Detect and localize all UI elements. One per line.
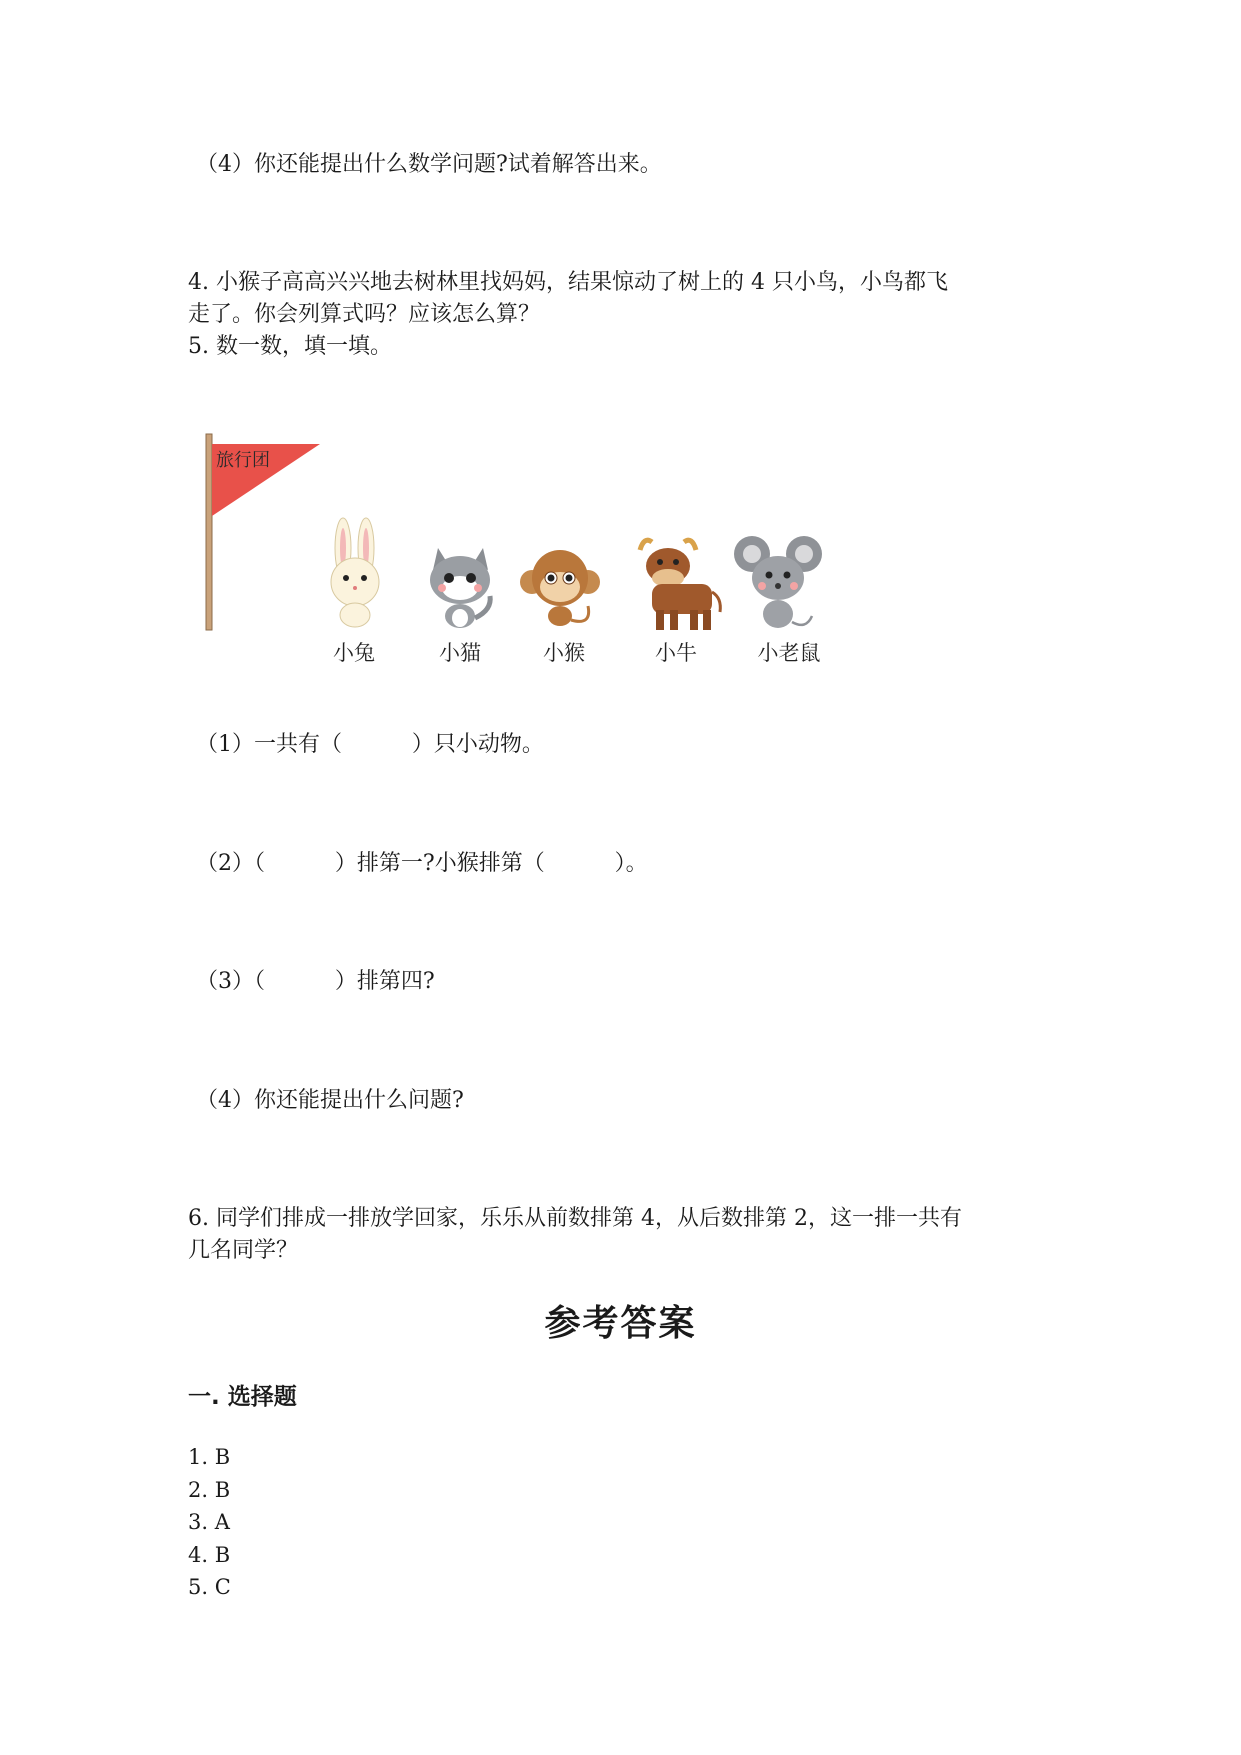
monkey-icon bbox=[520, 550, 600, 626]
q6-line1: 6. 同学们排成一排放学回家，乐乐从前数排第 4，从后数排第 2，这一排一共有 bbox=[188, 1206, 962, 1231]
q3-part4: （4）你还能提出什么数学问题?试着解答出来。 bbox=[196, 152, 662, 177]
q4-line1: 4. 小猴子高高兴兴地去树林里找妈妈，结果惊动了树上的 4 只小鸟，小鸟都飞 bbox=[188, 270, 948, 295]
q4-line2: 走了。你会列算式吗？应该怎么算？ bbox=[188, 302, 541, 327]
q5-title: 5. 数一数，填一填。 bbox=[188, 334, 392, 359]
answer-list bbox=[188, 1441, 231, 1604]
animal-label: 小牛 bbox=[655, 641, 697, 665]
cat-icon bbox=[430, 548, 490, 628]
flag-text: 旅行团 bbox=[216, 450, 270, 471]
animal-figure bbox=[200, 430, 900, 670]
answer-item: 4. B bbox=[188, 1542, 231, 1567]
q5-part1: （1）一共有（ ）只小动物。 bbox=[196, 732, 544, 757]
animal-figure-svg bbox=[200, 430, 900, 670]
answer-item: 5. C bbox=[188, 1575, 231, 1599]
q5-part3: （3）（ ）排第四? bbox=[196, 969, 435, 994]
q6-line2: 几名同学？ bbox=[188, 1238, 299, 1263]
animal-label: 小猴 bbox=[543, 641, 585, 665]
answer-item: 1. B bbox=[188, 1445, 231, 1469]
animal-label: 小兔 bbox=[333, 641, 375, 665]
answer-item: 2. B bbox=[188, 1477, 231, 1502]
animal-label: 小老鼠 bbox=[757, 641, 821, 665]
mouse-icon bbox=[734, 536, 822, 628]
animal-label: 小猫 bbox=[439, 641, 481, 665]
q5-part4: （4）你还能提出什么问题? bbox=[196, 1088, 464, 1113]
section-heading: 一. 选择题 bbox=[188, 1384, 297, 1410]
q5-part2: （2）（ ）排第一?小猴排第（ ）。 bbox=[196, 851, 648, 876]
ox-icon bbox=[640, 540, 720, 630]
answer-item: 3. A bbox=[188, 1510, 230, 1534]
flag-icon bbox=[206, 434, 320, 630]
answer-title: 参考答案 bbox=[544, 1302, 697, 1344]
rabbit-icon bbox=[331, 518, 379, 627]
